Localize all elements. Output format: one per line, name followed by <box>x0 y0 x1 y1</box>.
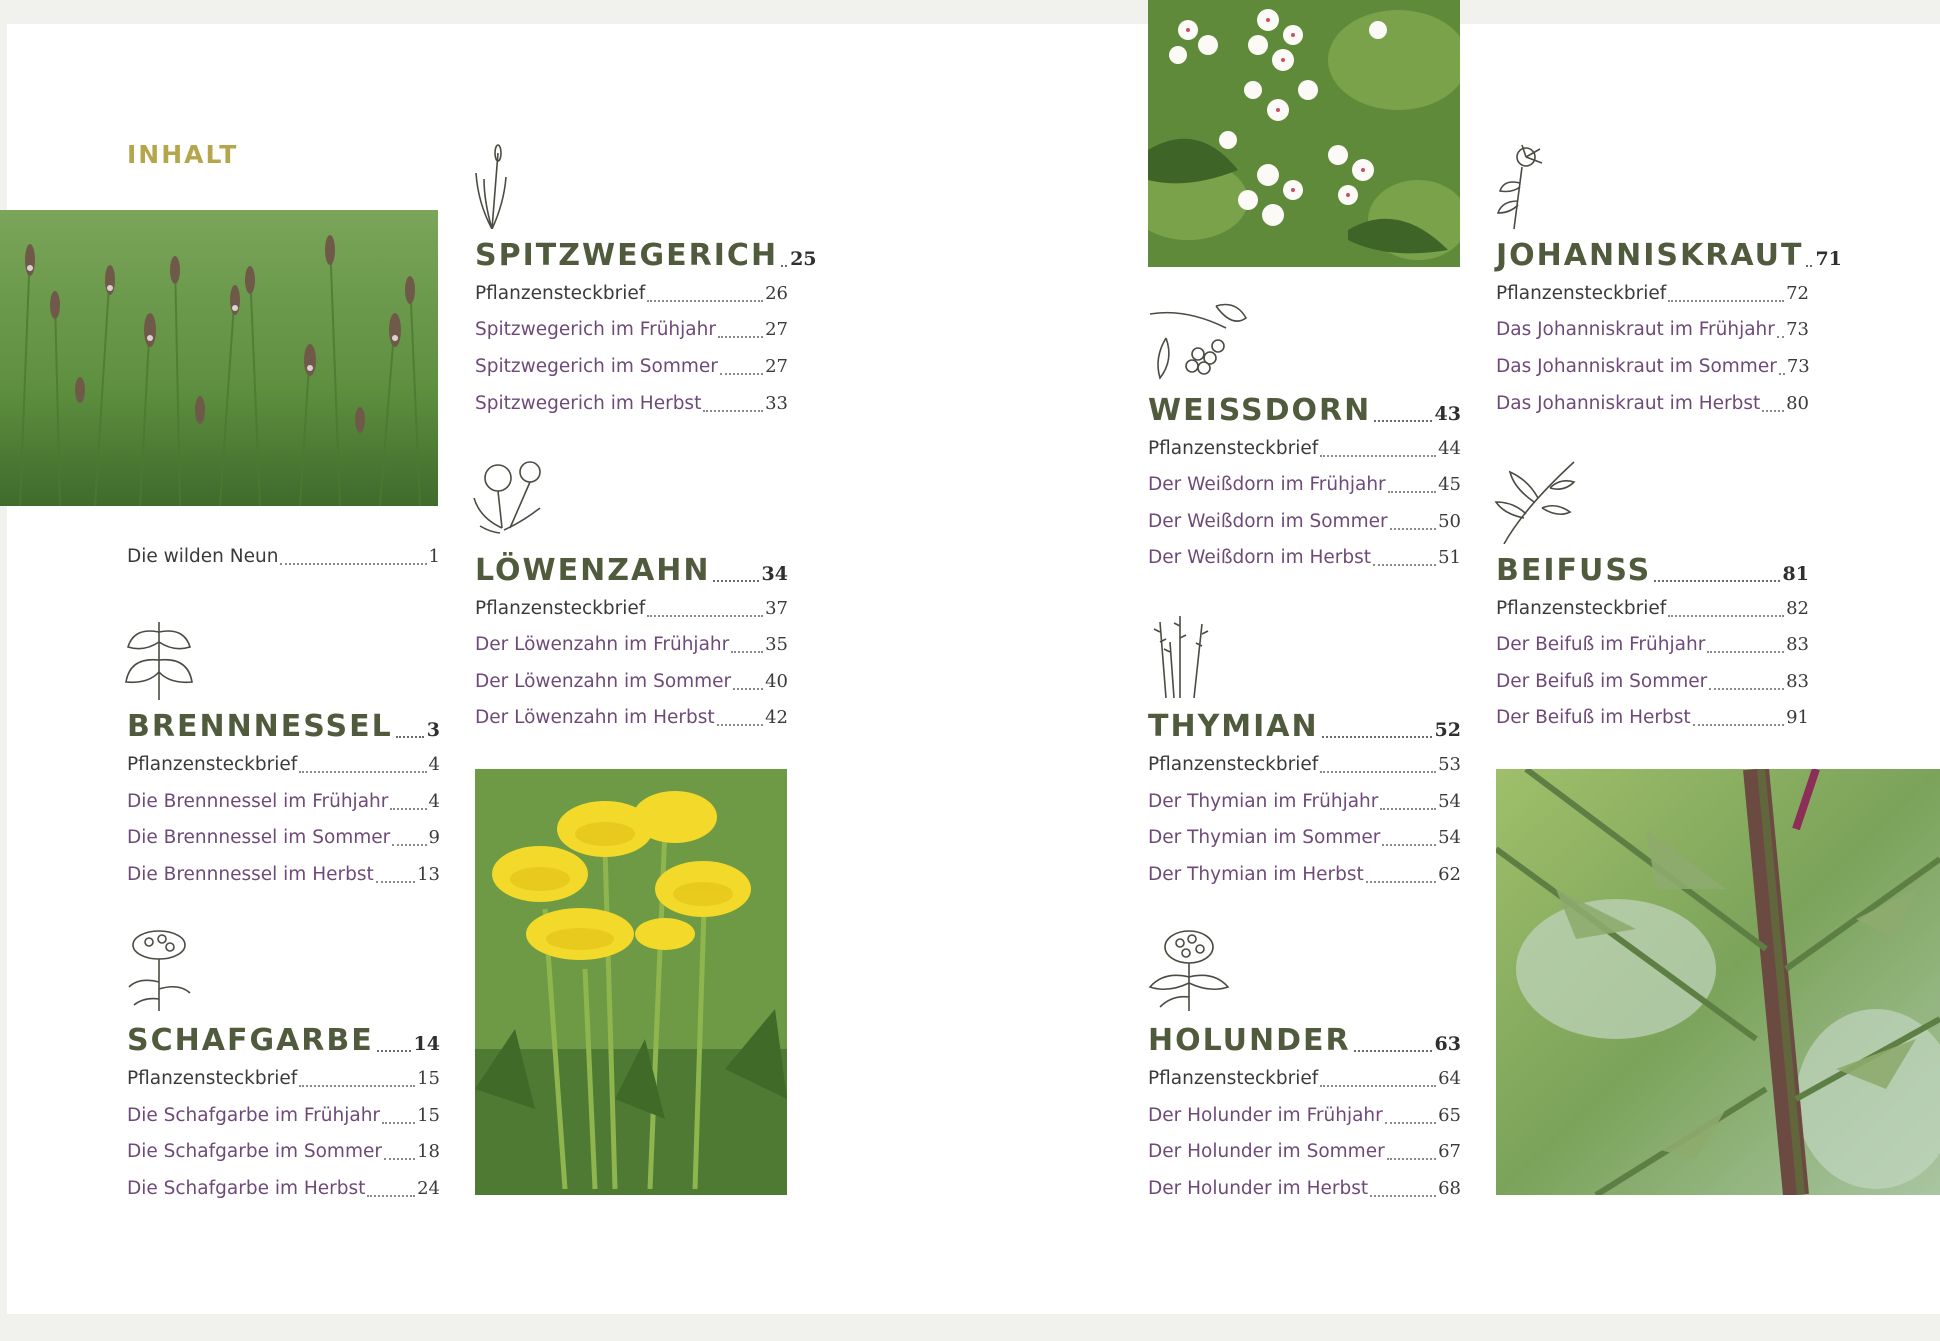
toc-entry[interactable]: Pflanzensteckbrief 37 <box>475 598 788 619</box>
toc-entry[interactable]: Der Thymian im Sommer 54 <box>1148 827 1461 848</box>
section-heading-holunder[interactable]: HOLUNDER 63 <box>1148 1023 1461 1058</box>
section-heading-brennnessel[interactable]: BRENNNESSEL 3 <box>127 709 440 744</box>
nettle-icon <box>124 612 194 700</box>
toc-entry[interactable]: Die Schafgarbe im Herbst 24 <box>127 1178 440 1199</box>
toc-entry[interactable]: Der Löwenzahn im Herbst 42 <box>475 707 788 728</box>
toc-entry[interactable]: Pflanzensteckbrief 15 <box>127 1068 440 1089</box>
plantain-meadow-photo <box>0 210 438 506</box>
section-heading-beifuss[interactable]: BEIFUSS 81 <box>1496 553 1809 588</box>
toc-entry[interactable]: Das Johanniskraut im Frühjahr 73 <box>1496 319 1809 340</box>
section-heading-weissdorn[interactable]: WEISSDORN 43 <box>1148 393 1461 428</box>
toc-entry[interactable]: Pflanzensteckbrief 53 <box>1148 754 1461 775</box>
toc-entry[interactable]: Die Brennnessel im Herbst 13 <box>127 864 440 885</box>
toc-entry[interactable]: Der Weißdorn im Sommer 50 <box>1148 511 1461 532</box>
section-heading-johanniskraut[interactable]: JOHANNISKRAUT 71 <box>1496 238 1842 273</box>
dandelion-icon <box>470 458 550 540</box>
toc-entry[interactable]: Der Weißdorn im Frühjahr 45 <box>1148 474 1461 495</box>
yarrow-icon <box>124 927 194 1011</box>
toc-entry[interactable]: Der Beifuß im Frühjahr 83 <box>1496 634 1809 655</box>
section-heading-schafgarbe[interactable]: SCHAFGARBE 14 <box>127 1023 440 1058</box>
thyme-icon <box>1146 612 1216 698</box>
intro-entry[interactable] <box>127 545 440 569</box>
section-heading-thymian[interactable]: THYMIAN 52 <box>1148 709 1461 744</box>
dot-leader <box>280 557 426 565</box>
toc-entry[interactable]: Der Beifuß im Sommer 83 <box>1496 671 1809 692</box>
section-heading-loewenzahn[interactable]: LÖWENZAHN 34 <box>475 553 788 588</box>
toc-entry[interactable]: Der Holunder im Herbst 68 <box>1148 1178 1461 1199</box>
toc-entry[interactable]: Der Löwenzahn im Frühjahr 35 <box>475 634 788 655</box>
st-johns-wort-icon <box>1494 143 1550 229</box>
hawthorn-icon <box>1146 298 1250 382</box>
toc-entry[interactable]: Der Thymian im Frühjahr 54 <box>1148 791 1461 812</box>
entry-page: 1 <box>428 546 440 567</box>
toc-entry[interactable]: Der Weißdorn im Herbst 51 <box>1148 547 1461 568</box>
toc-entry[interactable]: Pflanzensteckbrief 72 <box>1496 283 1809 304</box>
dandelion-photo <box>475 769 787 1195</box>
mugwort-icon <box>1494 458 1580 544</box>
toc-entry[interactable]: Die Schafgarbe im Frühjahr 15 <box>127 1105 440 1126</box>
entry-label: Die wilden Neun <box>127 546 279 567</box>
hawthorn-photo <box>1148 0 1460 267</box>
toc-entry[interactable]: Die Brennnessel im Frühjahr 4 <box>127 791 440 812</box>
toc-entry[interactable]: Pflanzensteckbrief 44 <box>1148 438 1461 459</box>
toc-entry[interactable]: Das Johanniskraut im Herbst 80 <box>1496 393 1809 414</box>
toc-entry[interactable]: Der Thymian im Herbst 62 <box>1148 864 1461 885</box>
toc-entry[interactable]: Spitzwegerich im Herbst 33 <box>475 393 788 414</box>
toc-entry[interactable]: Die Schafgarbe im Sommer 18 <box>127 1141 440 1162</box>
toc-entry[interactable]: Spitzwegerich im Frühjahr 27 <box>475 319 788 340</box>
toc-entry[interactable]: Pflanzensteckbrief 82 <box>1496 598 1809 619</box>
mugwort-photo <box>1496 769 1940 1195</box>
toc-entry[interactable]: Das Johanniskraut im Sommer 73 <box>1496 356 1810 377</box>
toc-entry[interactable]: Pflanzensteckbrief 64 <box>1148 1068 1461 1089</box>
plantain-icon <box>470 143 514 229</box>
toc-title: INHALT <box>127 140 239 169</box>
section-heading-spitzwegerich[interactable]: SPITZWEGERICH 25 <box>475 238 817 273</box>
toc-entry[interactable]: Der Beifuß im Herbst 91 <box>1496 707 1809 728</box>
toc-entry[interactable]: Pflanzensteckbrief 26 <box>475 283 788 304</box>
toc-entry[interactable]: Spitzwegerich im Sommer 27 <box>475 356 788 377</box>
toc-entry[interactable]: Pflanzensteckbrief 4 <box>127 754 440 775</box>
toc-entry[interactable]: Der Löwenzahn im Sommer 40 <box>475 671 788 692</box>
elder-icon <box>1146 927 1232 1011</box>
toc-entry[interactable]: Die Brennnessel im Sommer 9 <box>127 827 440 848</box>
toc-entry[interactable]: Der Holunder im Sommer 67 <box>1148 1141 1461 1162</box>
toc-entry[interactable]: Der Holunder im Frühjahr 65 <box>1148 1105 1461 1126</box>
